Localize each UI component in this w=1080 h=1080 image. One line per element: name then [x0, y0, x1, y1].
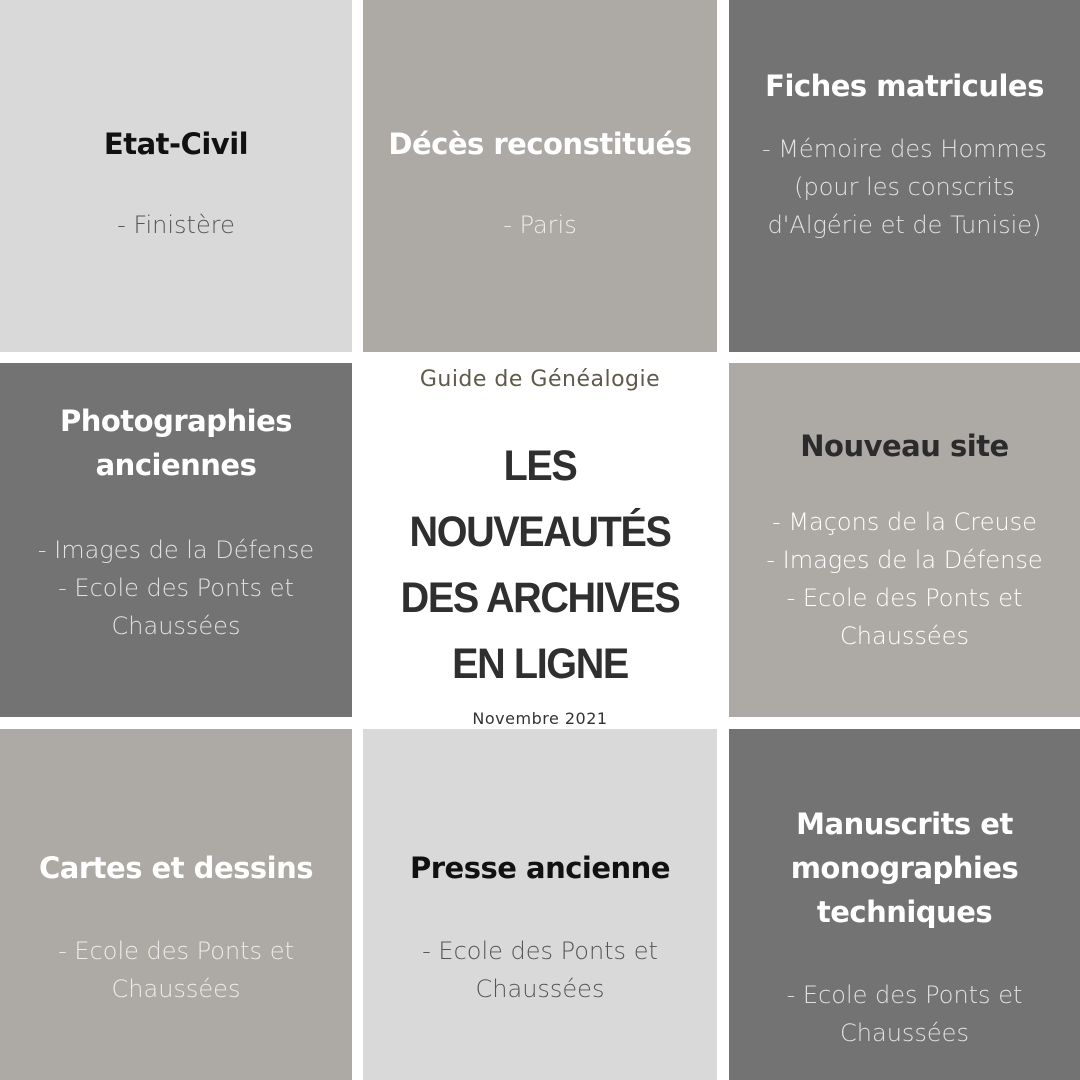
tile-deces-reconstitues — [363, 0, 717, 352]
tile-body: - Mémoire des Hommes (pour les conscrits d'Algérie et de Tunisie) — [761, 135, 1048, 239]
guide-logo: Guide de Généalogie — [419, 367, 661, 392]
date-label: Novembre 2021 — [472, 709, 608, 728]
headline: LES NOUVEAUTÉS DES ARCHIVES EN LIGNE — [400, 442, 680, 688]
tile-cartes-et-dessins — [0, 729, 352, 1080]
tile-title: Photographies anciennes — [59, 404, 292, 482]
tile-title: Cartes et dessins — [39, 851, 313, 885]
tile-title: Décès reconstitués — [388, 127, 692, 161]
center-panel — [363, 363, 717, 728]
tile-body: - Ecole des Ponts et Chaussées — [786, 981, 1023, 1047]
tile-fiches-matricules — [729, 0, 1080, 352]
tile-manuscrits — [729, 729, 1080, 1080]
tile-nouveau-site — [729, 363, 1080, 717]
tile-presse-ancienne — [363, 729, 717, 1080]
tile-etat-civil — [0, 0, 352, 352]
tile-title: Etat-Civil — [103, 127, 249, 161]
tile-title: Manuscrits et monographies techniques — [790, 807, 1019, 929]
tile-body: - Images de la Défense - Ecole des Ponts et Chaussées — [37, 536, 315, 640]
tile-title: Nouveau site — [800, 429, 1009, 463]
tile-title: Presse ancienne — [410, 851, 670, 885]
tile-body: - Finistère — [117, 211, 235, 239]
tile-title: Fiches matricules — [765, 69, 1044, 103]
tile-body: - Ecole des Ponts et Chaussées — [422, 937, 658, 1003]
tile-body: - Maçons de la Creuse - Images de la Défense - Ecole des Ponts et Chaussées — [766, 508, 1043, 650]
tile-photographies-anciennes — [0, 363, 352, 717]
tile-body: - Paris — [503, 211, 577, 239]
tile-body: - Ecole des Ponts et Chaussées — [58, 937, 294, 1003]
